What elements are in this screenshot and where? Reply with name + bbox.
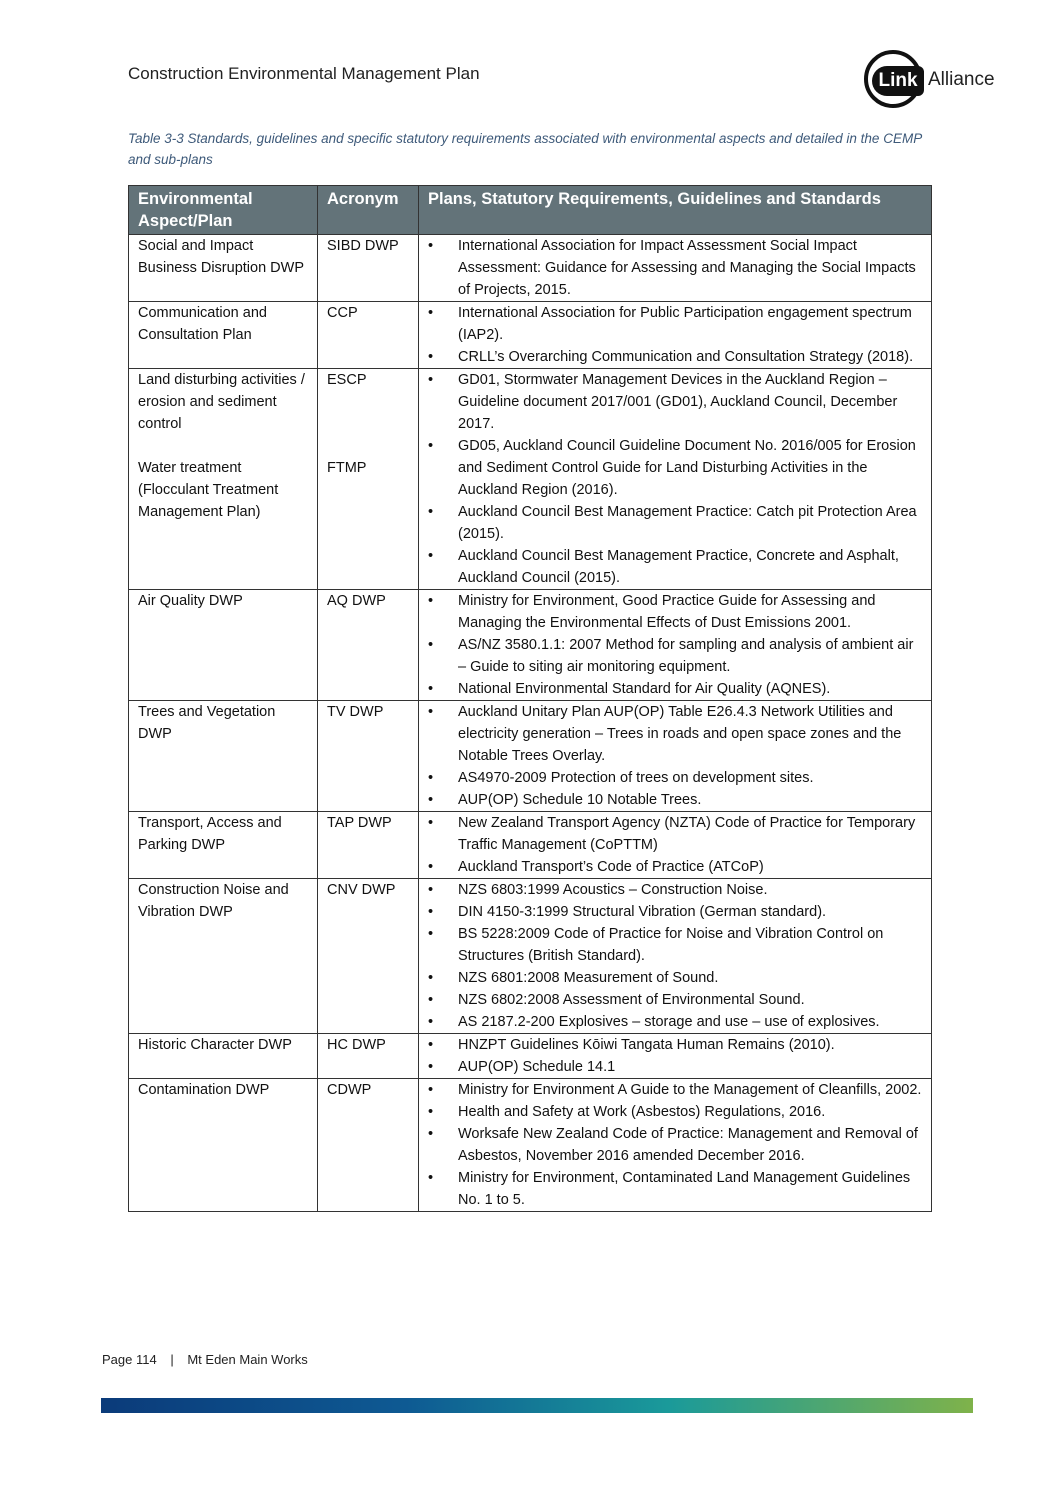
requirement-item: • Ministry for Environment, Contaminated Land Management Guidelines No. 1 to 5. (428, 1167, 922, 1211)
footer-gradient-bar (101, 1398, 973, 1413)
table-row (129, 590, 932, 701)
page-footer (102, 1352, 308, 1367)
acronym-cell: CNV DWP (318, 879, 419, 1034)
requirements-cell (419, 302, 932, 369)
requirement-item: • GD01, Stormwater Management Devices in the Auckland Region – Guideline document 2017/001 (GD01), Auckland Council, December 2017. (428, 369, 922, 435)
table-row (129, 235, 932, 302)
requirement-item: • GD05, Auckland Council Guideline Document No. 2016/005 for Erosion and Sediment Control Guide for Land Disturbing Activities in the Auckland Region (2016). (428, 435, 922, 501)
aspect-cell: Construction Noise and Vibration DWP (129, 879, 318, 1034)
table-row (129, 812, 932, 879)
requirement-item: • Ministry for Environment A Guide to the Management of Cleanfills, 2002. (428, 1079, 922, 1101)
requirement-item: • BS 5228:2009 Code of Practice for Noise and Vibration Control on Structures (British Standard). (428, 923, 922, 967)
acronym-cell: AQ DWP (318, 590, 419, 701)
requirements-cell (419, 701, 932, 812)
footer-separator: | (170, 1352, 174, 1367)
requirements-cell (419, 879, 932, 1034)
table-row (129, 879, 932, 1034)
aspect-cell: Social and Impact Business Disruption DWP (129, 235, 318, 302)
requirement-item: • AUP(OP) Schedule 10 Notable Trees. (428, 789, 922, 811)
acronym-cell: TAP DWP (318, 812, 419, 879)
requirements-cell (419, 1079, 932, 1212)
aspect-cell (129, 369, 318, 590)
acronym-cell: TV DWP (318, 701, 419, 812)
requirements-cell (419, 1034, 932, 1079)
requirement-item: • AS 2187.2-200 Explosives – storage and use – use of explosives. (428, 1011, 922, 1033)
requirement-item: • New Zealand Transport Agency (NZTA) Code of Practice for Temporary Traffic Management (CoPTTM) (428, 812, 922, 856)
requirements-cell (419, 369, 932, 590)
table-row (129, 1079, 932, 1212)
requirement-item: • NZS 6801:2008 Measurement of Sound. (428, 967, 922, 989)
acronym-text: ESCP (327, 372, 367, 388)
header-requirements: Plans, Statutory Requirements, Guidelines and Standards (419, 186, 932, 235)
requirements-cell (419, 812, 932, 879)
aspect-cell: Contamination DWP (129, 1079, 318, 1212)
table-row (129, 302, 932, 369)
table-header-row (129, 186, 932, 235)
requirements-cell (419, 590, 932, 701)
requirement-item: • Auckland Transport’s Code of Practice (ATCoP) (428, 856, 922, 878)
requirement-item: • Auckland Council Best Management Practice: Catch pit Protection Area (2015). (428, 501, 922, 545)
acronym-text-secondary: FTMP (327, 460, 367, 476)
requirement-item: • AS4970-2009 Protection of trees on development sites. (428, 767, 922, 789)
table-caption: Table 3-3 Standards, guidelines and specific statutory requirements associated with environmental aspects and detailed in the CEMP and sub-plans (128, 131, 922, 167)
requirement-item: • NZS 6802:2008 Assessment of Environmental Sound. (428, 989, 922, 1011)
aspect-text: Land disturbing activities / erosion and sediment control (138, 372, 305, 432)
requirement-item: • International Association for Public Participation engagement spectrum (IAP2). (428, 302, 922, 346)
page-number: Page 114 (102, 1352, 157, 1367)
requirement-item: • CRLL’s Overarching Communication and Consultation Strategy (2018). (428, 346, 922, 368)
header-aspect: Environmental Aspect/Plan (129, 186, 318, 235)
logo-alliance-text: Alliance (928, 69, 995, 90)
table-row (129, 701, 932, 812)
acronym-cell: HC DWP (318, 1034, 419, 1079)
table-row (129, 369, 932, 590)
requirement-item: • AUP(OP) Schedule 14.1 (428, 1056, 922, 1078)
requirement-item: • Auckland Unitary Plan AUP(OP) Table E26.4.3 Network Utilities and electricity generation – Trees in roads and open space zones and the Notable Trees Overlay. (428, 701, 922, 767)
acronym-cell: CCP (318, 302, 419, 369)
requirement-item: • DIN 4150-3:1999 Structural Vibration (German standard). (428, 901, 922, 923)
project-name: Mt Eden Main Works (187, 1352, 308, 1367)
requirement-item: • HNZPT Guidelines Kōiwi Tangata Human Remains (2010). (428, 1034, 922, 1056)
requirement-item: • AS/NZ 3580.1.1: 2007 Method for sampling and analysis of ambient air – Guide to siting air monitoring equipment. (428, 634, 922, 678)
requirement-item: • Auckland Council Best Management Practice, Concrete and Asphalt, Auckland Council (2015). (428, 545, 922, 589)
requirement-item: • National Environmental Standard for Air Quality (AQNES). (428, 678, 922, 700)
acronym-cell: SIBD DWP (318, 235, 419, 302)
acronym-cell: CDWP (318, 1079, 419, 1212)
requirement-item: • International Association for Impact Assessment Social Impact Assessment: Guidance for Assessing and Managing the Social Impacts of Projects, 2015. (428, 235, 922, 301)
requirement-item: • Ministry for Environment, Good Practice Guide for Assessing and Managing the Environmental Effects of Dust Emissions 2001. (428, 590, 922, 634)
aspect-cell: Air Quality DWP (129, 590, 318, 701)
aspect-text-secondary: Water treatment (Flocculant Treatment Management Plan) (138, 460, 279, 520)
link-alliance-logo (862, 48, 1002, 114)
aspect-cell: Historic Character DWP (129, 1034, 318, 1079)
logo-link-text: Link (872, 66, 924, 96)
document-title: Construction Environmental Management Plan (128, 64, 480, 83)
requirement-item: • Worksafe New Zealand Code of Practice: Management and Removal of Asbestos, November 2016 amended December 2016. (428, 1123, 922, 1167)
header-acronym: Acronym (318, 186, 419, 235)
requirements-cell (419, 235, 932, 302)
aspect-cell: Trees and Vegetation DWP (129, 701, 318, 812)
aspect-cell: Communication and Consultation Plan (129, 302, 318, 369)
requirement-item: • Health and Safety at Work (Asbestos) Regulations, 2016. (428, 1101, 922, 1123)
table-row (129, 1034, 932, 1079)
requirement-item: • NZS 6803:1999 Acoustics – Construction Noise. (428, 879, 922, 901)
acronym-cell (318, 369, 419, 590)
standards-table (128, 185, 932, 1212)
aspect-cell: Transport, Access and Parking DWP (129, 812, 318, 879)
